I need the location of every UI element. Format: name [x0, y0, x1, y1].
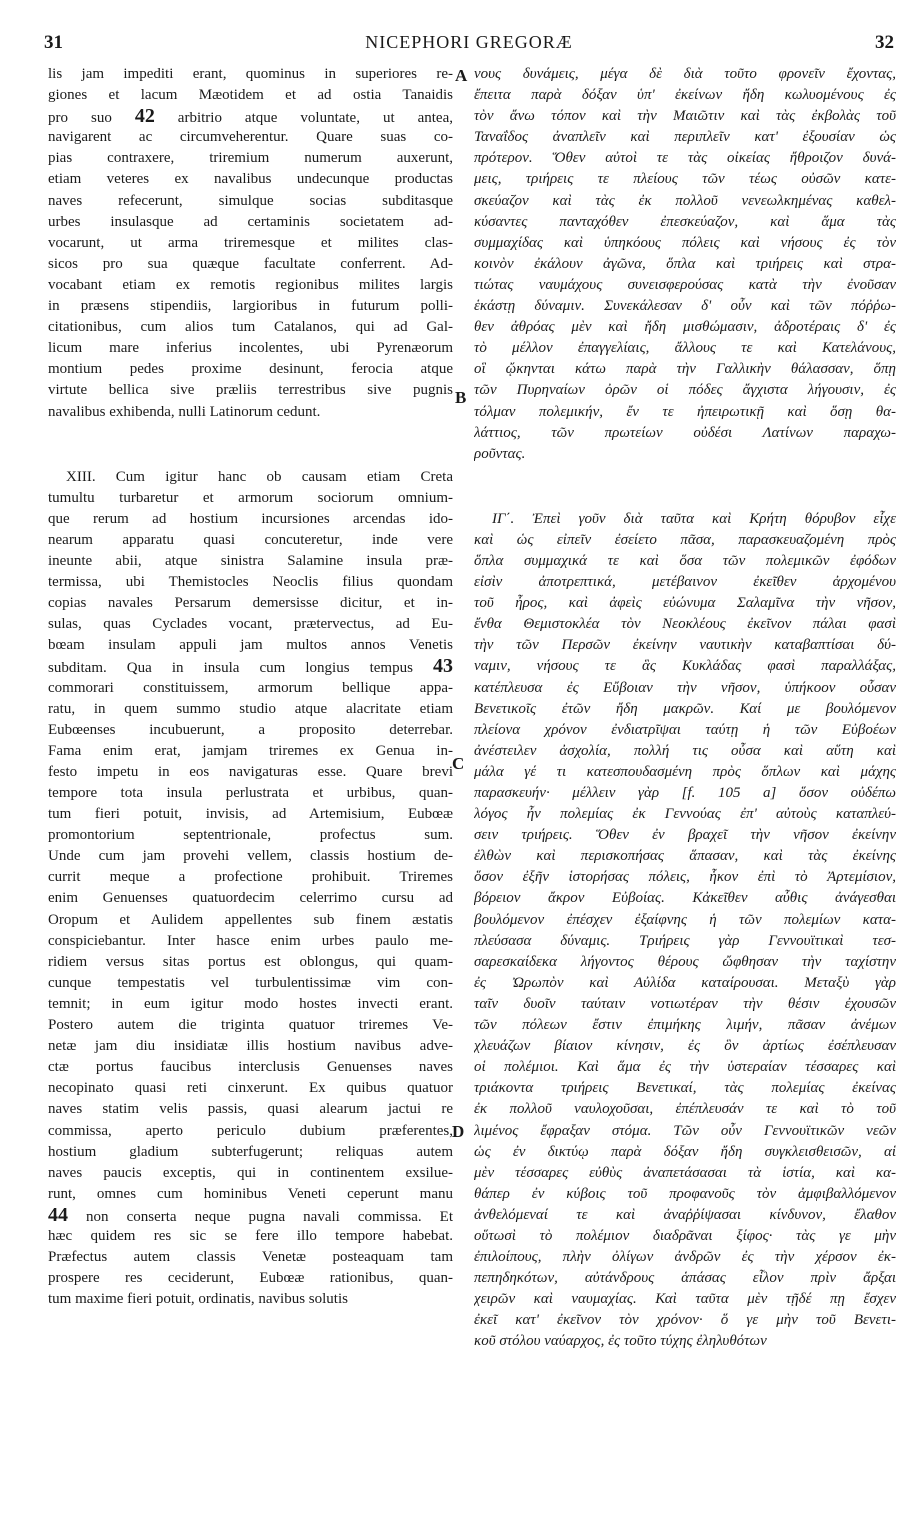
- text-line: τὸν ἄνω τόπον καὶ τὴν Μαιῶτιν καὶ τὰς ἐκβολὰς τοῦ: [474, 108, 896, 125]
- text-line: copias navales Persarum demersisse dicitur, et in-: [48, 595, 453, 612]
- text-line: pro suo 42 arbitrio atque voluntate, ut antea,: [48, 106, 453, 128]
- text-line: termissa, ubi Themistocles Neoclis filius quondam: [48, 574, 453, 591]
- text-line: enim Genuenses quatuordecim celerrimo cursu ad: [48, 890, 453, 907]
- text-line: licum mare inferius incolentes, ubi Pyrenæorum: [48, 340, 453, 357]
- text-line: tempore tota insula perlustrata et urbibus, quan-: [48, 785, 453, 801]
- text-line: ὅπλα συμμαχικά τε καὶ ὅσα τῶν πολεμικῶν ἐφόδων: [474, 552, 896, 569]
- text-line: necopinato quasi reti cinxerunt. Ex quibus quatuor: [48, 1080, 453, 1097]
- text-line: θάπερ ἐν κύβοις τοῦ προφανοῦς τὸν ἀμφιβαλλόμενον: [474, 1185, 896, 1202]
- text-line: Unde cum jam provehi vellem, classis hostium de-: [48, 848, 453, 865]
- text-line: que rerum ad hostium incursiones arcendas ido-: [48, 510, 453, 527]
- text-line: currit meque a profectione prohibuit. Triremes: [48, 869, 453, 886]
- text-line: οἳ ᾤκηνται κάτω παρὰ τὴν Γαλλικὴν θάλασσαν, ὅπῃ: [474, 361, 896, 378]
- text-line: ὡς ἐν δικτύῳ παρὰ δόξαν ἤδη συγκλεισθεισῶν, αἱ: [474, 1143, 896, 1160]
- text-line: montium pedes proxime desinunt, ferocia atque: [48, 361, 453, 378]
- text-line: giones et lacum Mæotidem et ad ostia Tanaidis: [48, 87, 453, 104]
- text-line: pias contraxere, triremium numerum auxerunt,: [48, 150, 453, 167]
- text-line: ἔπειτα παρὰ δόξαν ὑπ' ἐκείνων ἤδη κωλυομένους ἐς: [474, 87, 896, 104]
- text-line: subditam. Qua in insula cum longius tempus 43: [48, 656, 453, 678]
- text-line: vocabant etiam ex remotis regionibus milites largis: [48, 276, 453, 293]
- text-line: συμμαχίδας καὶ ὑπηκόους πόλεις καὶ νήσους ἐς τὸν: [474, 234, 896, 251]
- text-line: ineunte abii, atque sinistra Salamine insula præ-: [48, 552, 453, 569]
- text-line: τοῦ ἦρος, καὶ ἀφεὶς εὐώνυμα Σαλαμῖνα τὴν νῆσον,: [474, 595, 896, 612]
- text-line: citationibus, cum alios tum Catalanos, qui ad Gal-: [48, 319, 453, 336]
- text-line: lis jam impediti erant, quominus in superiores re-: [48, 66, 453, 82]
- text-line: ratu, in quem summo studio atque alacritate etiam: [48, 700, 453, 717]
- text-line: ἔνθα Θεμιστοκλέα τὸν Νεοκλέους ἐκεῖνον πάλαι φασὶ: [474, 616, 896, 633]
- text-line: ὅσον ἐξῆν ἱστορήσας πόλεις, ἧκον ἐπὶ τὸ Ἀρτεμίσιον,: [474, 869, 896, 886]
- text-line: cunque tempestatis vel turbulentissimæ vim con-: [48, 974, 453, 991]
- text-line: ridiem versus sitas portus est oblongus, qui quam-: [48, 953, 453, 970]
- text-line: hæc quidem res sic se fere illo tempore habebat.: [48, 1227, 453, 1244]
- greek-column: [474, 64, 896, 1353]
- text-line: κοινὸν ἐκάλουν ἀγῶνα, ὅπλα καὶ τριήρεις καὶ στρα-: [474, 255, 896, 272]
- text-line: κατέπλευσα ἐς Εὔβοιαν τὴν νῆσον, ὑπήκοον οὖσαν: [474, 679, 896, 696]
- text-line: naves statim velis passis, quasi alearum jactui re: [48, 1101, 453, 1118]
- text-line: commissa, aperto periculo dubium præferentes,: [48, 1122, 453, 1139]
- text-line: urbes insulasque ad certaminis societatem ad-: [48, 213, 453, 230]
- text-line: ἐς Ὠρωπὸν καὶ Αὐλίδα καταίρουσαι. Μεταξὺ γὰρ: [474, 974, 896, 991]
- paragraph-gap: [48, 423, 453, 467]
- text-line: Βενετικοῖς ἐτῶν ἤδη μακρῶν. Καί με βουλόμενον: [474, 700, 896, 717]
- text-line: μάλα γέ τι κατεσπουδασμένη πρὸς ὅπλων καὶ μάχης: [474, 763, 896, 780]
- text-line: τῶν πόλεων ἔστιν ἐπιμήκης λιμήν, πᾶσαν ἀνέμων: [474, 1017, 896, 1034]
- text-line: νους δυνάμεις, μέγα δὲ διὰ τοῦτο φρονεῖν ἔχοντας,: [474, 66, 896, 82]
- text-line: Oropum et Aulidem appellentes sub finem æstatis: [48, 911, 453, 928]
- text-line: temnit; in eum igitur modo hostes invecti erant.: [48, 995, 453, 1012]
- text-line: promontorium septentrionale, profectus sum.: [48, 827, 453, 844]
- text-line: tum maxime fieri potuit, ordinatis, navibus solutis: [48, 1291, 348, 1308]
- text-line: etiam veteres ex navalibus undecunque productas: [48, 171, 453, 188]
- text-line: κοῦ στόλου ναύαρχος, ἐς τοῦτο τύχης ἐληλυθότων: [474, 1333, 767, 1350]
- latin-column: [48, 64, 453, 1310]
- text-line: ροῦντας.: [474, 445, 526, 462]
- text-line: naves refecerunt, simulque socias subditasque: [48, 192, 453, 209]
- text-line: virtute bellica sive præliis terrestribus sive pugnis: [48, 382, 453, 399]
- text-line: πλεύσασα δύναμις. Τριήρεις γὰρ Γεννουϊτικαὶ τεσ-: [474, 932, 896, 949]
- text-line: χειρῶν καὶ ναυμαχίας. Καὶ ταῦτα μὲν τῇδέ πῃ ἔσχεν: [474, 1291, 896, 1308]
- text-line: ἐπιλοίπους, πλὴν ὀλίγων ἀνδρῶν ἐς τὴν χέρσον ἐκ-: [474, 1249, 896, 1266]
- text-line: navigarent ac circumveherentur. Quare suas co-: [48, 129, 453, 146]
- text-line: tumultu turbaretur et armorum sociorum omnium-: [48, 489, 453, 506]
- margin-marker-b: B: [455, 388, 467, 407]
- text-line: nearum apparatu quasi concuteretur, inde vere: [48, 531, 453, 548]
- section-number: 42: [134, 106, 155, 128]
- text-line: βόρειον ἄκρον Εὐβοίας. Κἀκεῖθεν αὖθις ἀνάγεσθαι: [474, 890, 896, 907]
- text-line: ctæ portus faucibus interclusis Genuenses naves: [48, 1059, 453, 1076]
- text-line: ἀνθελόμεναί τε καὶ ἀναῤῥίψασαι κίνδυνον, ἔλαθον: [474, 1206, 896, 1223]
- text-line: commorari constituissem, armorum bellique appa-: [48, 679, 453, 696]
- page-header: [44, 32, 894, 58]
- text-line: festo impetu in eos navigaturas esse. Quare brevi: [48, 763, 453, 780]
- running-title: NICEPHORI GREGORÆ: [365, 32, 573, 52]
- text-line: παρασκευήν· μέλλειν γὰρ [f. 105 a] ὅσον οὐδέπω: [474, 785, 896, 801]
- text-line: in præsens stipendiis, largioribus in futurum polli-: [48, 298, 453, 315]
- text-line: θεν ἀθρόας μὲν καὶ ἤδη μισθώμασιν, ἀδροτέραις δ' ἐς: [474, 319, 896, 336]
- text-line: λόγος ἦν πολεμίας ἐκ Γεννούας ἐπ' αὐτοὺς καταπλεύ-: [474, 806, 896, 823]
- text-line: ΙΓ΄. Ἐπεὶ γοῦν διὰ ταῦτα καὶ Κρήτη θόρυβον εἶχε: [492, 510, 896, 527]
- text-line: bœam insulam appuli jam multos annos Venetis: [48, 637, 453, 654]
- text-line: conspiciebantur. Inter hasce enim urbes paulo me-: [48, 932, 453, 949]
- text-line: οἱ πολέμιοι. Καὶ ἅμα ἐς τὴν ὑστεραίαν τέσσαρες καὶ: [474, 1059, 896, 1076]
- text-line: sulas, quas Cyclades vocant, prætervectus, ad Eu-: [48, 616, 453, 633]
- text-line: πλείονα χρόνον ἐνδιατρῖψαι ταύτῃ ἡ τῶν Εὐβοέων: [474, 721, 896, 738]
- text-line: ἐκεῖ κατ' ἐκεῖνον τὸν χρόνον· ὅ γε μὴν τοῦ Βενετι-: [474, 1312, 896, 1329]
- text-line: ἑκάστῃ δύναμιν. Συνεκάλεσαν δ' οὖν καὶ τῶν πόῤῥω-: [474, 298, 896, 315]
- text-line: μὲν τέσσαρες εὐθὺς ἀναπετάσασαι τὰ ἱστία, καὶ κα-: [474, 1164, 896, 1181]
- text-line: εἰσὶν ἀποτρεπτικά, μετέβαινον ἐκεῖθεν ἀρχομένου: [474, 574, 896, 591]
- text-line: τιώτας ναυμάχους συνεισφερούσας κατὰ τὴν ἐνοῦσαν: [474, 276, 896, 293]
- text-line: τῶν Πυρηναίων ὀρῶν οἱ πόδες ἄγχιστα λήγουσιν, ἐς: [474, 382, 896, 399]
- text-line: καὶ ὡς εἰπεῖν ἐσείετο πᾶσα, παρασκευαζομένη πρὸς: [474, 531, 896, 548]
- text-line: navalibus exhibenda, nulli Latinorum cedunt.: [48, 403, 321, 420]
- text-line: runt, omnes cum hominibus Veneti ceperunt manu: [48, 1185, 453, 1202]
- text-line: ἐλθὼν καὶ περισκοπήσας ἅπασαν, καὶ τὰς ἐκείνης: [474, 848, 896, 865]
- text-line: ἀνέστειλεν ἀσχολία, πολλή τις οὖσα καὶ αὕτη καὶ: [474, 742, 896, 759]
- text-line: τὴν τῶν Περσῶν ἐκείνην ναυτικὴν καταβαπτίσαι δύ-: [474, 637, 896, 654]
- text-line: naves paucis exceptis, qui in continentem exsilue-: [48, 1164, 453, 1181]
- text-line: τόλμαν πολεμικήν, ἔν τε ἠπειρωτικῇ καὶ ὅσῃ θα-: [474, 403, 896, 420]
- text-line: Præfectus autem classis Venetæ posteaquam tam: [48, 1249, 453, 1266]
- text-line: σκεύαζον καὶ τὰς ἐκ πολλοῦ νενεωλκημένας καθελ-: [474, 192, 896, 209]
- text-line: Fama enim erat, jamjam triremes ex Genua in-: [48, 742, 453, 759]
- text-line: netæ jam diu insidiatæ illis hostium navibus adve-: [48, 1038, 453, 1055]
- section-number: 44: [48, 1204, 68, 1226]
- text-line: ταῖν δυοῖν ταύταιν νοτιωτέραν τὴν θέσιν ἐχουσῶν: [474, 995, 896, 1012]
- text-line: vocarunt, ut arma triremesque et milites clas-: [48, 234, 453, 251]
- margin-marker-d: D: [452, 1122, 465, 1141]
- text-line: τριάκοντα τριήρεις Βενετικαί, τὰς πολεμίας ἐκείνας: [474, 1080, 896, 1097]
- margin-marker-c: C: [452, 754, 465, 773]
- text-line: βουλόμενον ἐπέσχεν ἐξαίφνης ἡ τῶν πολεμίων κατα-: [474, 911, 896, 928]
- text-line: ἐκ πολλοῦ ναυλοχοῦσαι, ἐπέπλευσάν τε καὶ τὸ τοῦ: [474, 1101, 896, 1118]
- text-line: hostium gladium subterfugerunt; reliquas autem: [48, 1143, 453, 1160]
- text-line: κύσαντες πανταχόθεν ἐπεσκεύαζον, καὶ ἅμα τὰς: [474, 213, 896, 230]
- text-line: τὸ μέλλον ἐπαγγελίαις, ἄλλους τε καὶ Κατελάνους,: [474, 340, 896, 357]
- text-line: λάττιος, τῶν πρωτείων οὐδέσι Λατίνων παραχω-: [474, 424, 896, 441]
- text-line: σαρεσκαίδεκα λήγοντος θέρους ὤφθησαν τὴν ταχίστην: [474, 953, 896, 970]
- text-line: 44 non conserta neque pugna navali commissa. Et: [48, 1204, 453, 1226]
- text-line: tum fieri potuit, invisis, ad Artemisium, Eubœæ: [48, 806, 453, 823]
- text-line: ναμιν, νήσους τε ἃς Κυκλάδας φασὶ παραλλάξας,: [474, 658, 896, 675]
- text-line: πεπηδηκότων, αὐτάνδρους ἁπάσας εἷλον πρὶν ἄρξαι: [474, 1270, 896, 1287]
- page-number-right: 32: [875, 32, 894, 53]
- margin-marker-a: A: [455, 66, 468, 85]
- text-line: sicos pro sua quæque facultate conferrent. Ad-: [48, 255, 453, 272]
- text-line: οὕτωσὶ τὸ πολέμιον διαδρᾶναι ξίφος· τὰς γε μὴν: [474, 1227, 896, 1244]
- text-line: Eubœenses incubuerunt, a proposito deterrebar.: [48, 721, 453, 738]
- text-line: χλευάζων βίαιον κίνησιν, ἐς ὃν ἀρτίως ἐσέπλευσαν: [474, 1038, 896, 1055]
- page-number-left: 31: [44, 32, 63, 53]
- paragraph-gap: [474, 465, 896, 509]
- text-line: μεις, τριήρεις τε πλείους τῶν τέως οὐσῶν κατε-: [474, 171, 896, 188]
- text-line: Ταναΐδος ἀναπλεῖν καὶ περιπλεῖν κατ' ἐξουσίαν ὡς: [474, 129, 896, 146]
- text-line: Postero autem die triginta quatuor triremes Ve-: [48, 1017, 453, 1034]
- section-number: 43: [433, 656, 453, 678]
- text-line: XIII. Cum igitur hanc ob causam etiam Creta: [66, 468, 453, 485]
- text-line: prospere res ceciderunt, Eubœæ rationibus, quan-: [48, 1270, 453, 1287]
- text-line: σειν τριήρεις. Ὅθεν ἐν βραχεῖ τὴν νῆσον ἐκείνην: [474, 827, 896, 844]
- text-line: λιμένος ἔφραξαν στόμα. Τῶν οὖν Γεννουϊτικῶν νεῶν: [474, 1122, 896, 1139]
- text-line: πρότερον. Ὅθεν αὐτοὶ τε τὰς οἰκείας ἤθροιζον δυνά-: [474, 150, 896, 167]
